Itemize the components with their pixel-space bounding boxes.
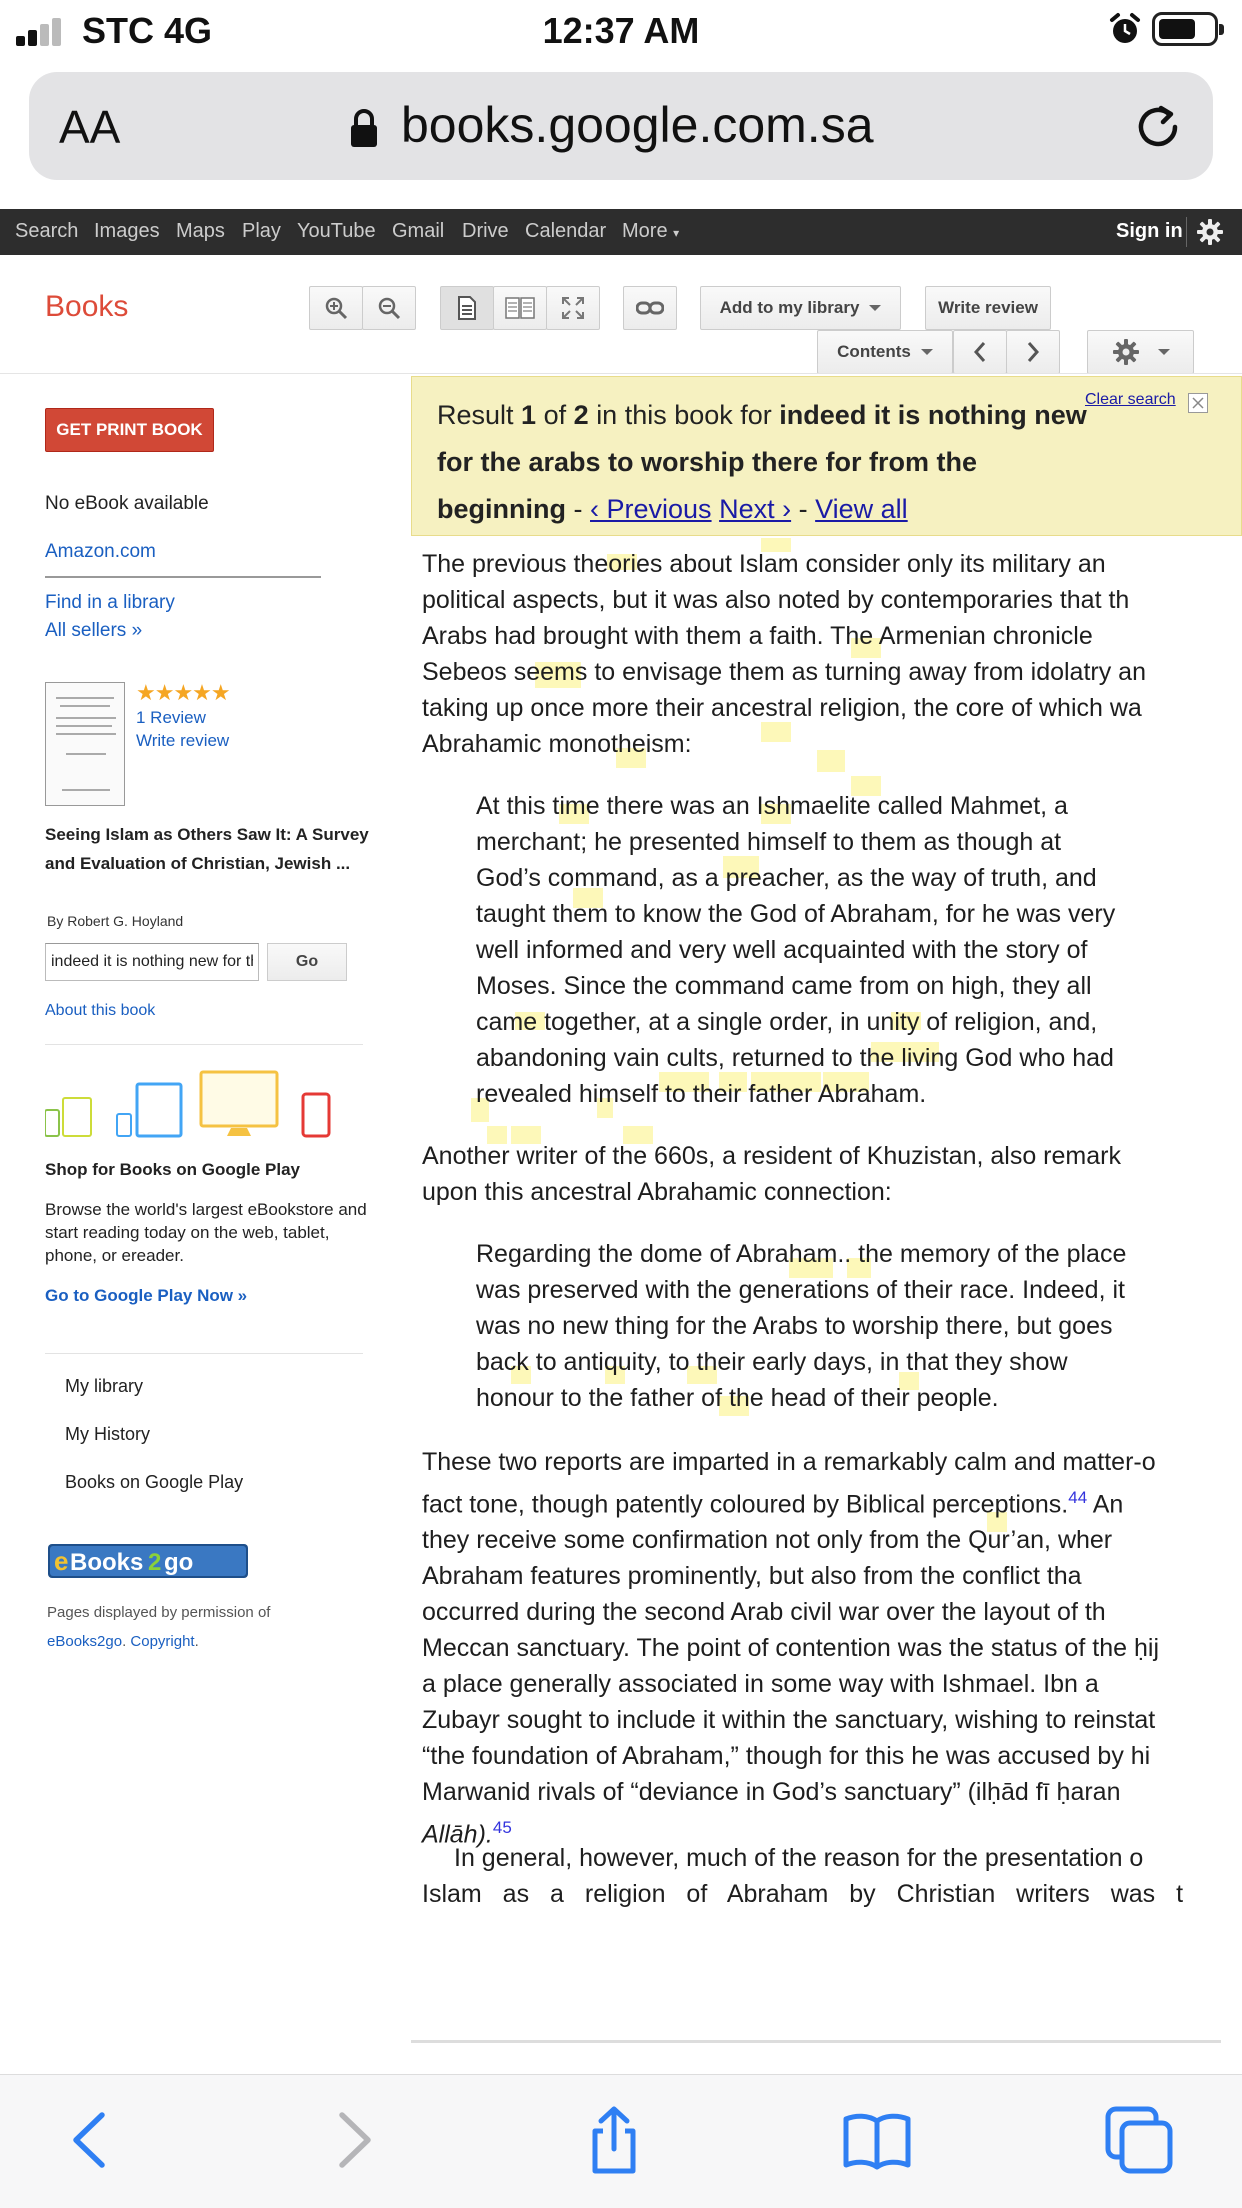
link-button[interactable] (623, 286, 677, 330)
text-line: Abraham features prominently, but also from the conflict tha (422, 1562, 1082, 1591)
gbar-gmail[interactable]: Gmail (392, 220, 445, 242)
view-settings-button[interactable] (1087, 330, 1194, 374)
text-line: “the foundation of Abraham,” though for this he was accused by hi (422, 1742, 1151, 1771)
status-bar (0, 0, 1242, 60)
text-line: Moses. Since the command came from on high, they all (476, 972, 1092, 1000)
text-line: honour to the father of the head of their people. (476, 1384, 999, 1412)
safari-toolbar (0, 2074, 1242, 2208)
book-paragraph (422, 1138, 1121, 1210)
text-line: well informed and very well acquainted with the story of (476, 936, 1088, 964)
close-icon (1189, 394, 1207, 412)
book-paragraph (422, 1840, 1183, 1912)
lock-icon (349, 108, 379, 148)
zoom-in-button[interactable] (309, 286, 363, 330)
two-page-view-button[interactable] (493, 286, 547, 330)
reviews-link[interactable]: 1 Review (136, 708, 206, 727)
text-line: back to antiquity, to their early days, in that they show (476, 1348, 1068, 1376)
address-bar[interactable] (29, 72, 1213, 180)
book-paragraph (422, 1444, 1159, 1853)
go-button[interactable]: Go (267, 943, 347, 981)
all-sellers-link[interactable]: All sellers » (45, 620, 143, 641)
book-cover-thumbnail[interactable] (45, 682, 125, 806)
url-text[interactable]: books.google.com.sa (401, 97, 874, 153)
reload-icon[interactable] (1131, 100, 1185, 154)
page-bottom-edge (411, 2040, 1221, 2043)
result-query: indeed it is nothing new for the arabs to worship there for from the beginning (437, 400, 1087, 524)
no-ebook-label: No eBook available (45, 493, 209, 514)
zoom-out-button[interactable] (362, 286, 416, 330)
copyright-link[interactable]: Copyright (130, 1633, 195, 1650)
chevron-down-icon (869, 305, 881, 311)
chevron-left-icon (973, 341, 987, 363)
gbar-search[interactable]: Search (15, 220, 79, 242)
zoom-out-icon (377, 296, 401, 320)
footnote-44-link[interactable]: 44 (1068, 1488, 1088, 1507)
more-caret-icon: ▾ (673, 226, 680, 240)
previous-page-button[interactable] (953, 330, 1007, 374)
share-icon[interactable] (579, 2105, 649, 2175)
battery-icon (1152, 12, 1218, 46)
text-line: These two reports are imparted in a remarkably calm and matter-o (422, 1448, 1156, 1476)
search-in-book-input[interactable] (45, 943, 259, 981)
add-to-library-label: Add to my library (719, 298, 860, 317)
text-line: Islam as a religion of Abraham by Christian writers was t (422, 1880, 1184, 1908)
text-line: Zubayr sought to include it within the sanctuary, wishing to reinstat (422, 1706, 1156, 1735)
result-summary (437, 392, 1097, 533)
text-line: a place generally associated in some way with Ishmael. Ibn a (422, 1670, 1099, 1699)
next-page-button[interactable] (1006, 330, 1060, 374)
text-line: was no new thing for the Arabs to worship there, but goes (476, 1312, 1113, 1340)
books-on-google-play-link[interactable]: Books on Google Play (65, 1472, 244, 1492)
gbar-maps[interactable]: Maps (176, 220, 225, 242)
text-fragment: An (1087, 1490, 1124, 1519)
sidebar-rule (45, 576, 321, 578)
my-library-link[interactable]: My library (65, 1376, 144, 1396)
zoom-in-icon (324, 296, 348, 320)
back-icon[interactable] (56, 2105, 126, 2175)
text-line (422, 1480, 1159, 1522)
text-fragment: Allāh). (422, 1820, 493, 1849)
book-paragraph (422, 546, 1242, 762)
shop-description: Browse the world's largest eBookstore and start reading today on the web, tablet, phone, or ereader. (45, 1200, 367, 1265)
result-in-book: in this book for (596, 400, 772, 430)
write-review-link[interactable]: Write review (136, 731, 230, 750)
text-line: merchant; he presented himself to them as though at (476, 828, 1062, 856)
text-line: Arabs had brought with them a faith. The Armenian chronicle (422, 622, 1093, 650)
text-line: Marwanid rivals of “deviance in God’s sanctuary” (ilḥād fī ḥaran (422, 1778, 1121, 1807)
settings-gear-icon[interactable] (1196, 218, 1224, 246)
gbar-divider (1186, 217, 1187, 247)
sign-in-link[interactable]: Sign in (1116, 220, 1183, 242)
sidebar-divider (45, 1044, 363, 1045)
result-current: 1 (521, 400, 537, 430)
text-line: God’s command, as a preacher, as the way of truth, and (476, 864, 1097, 892)
chevron-down-icon (1158, 349, 1170, 355)
fullscreen-icon (561, 296, 585, 320)
text-line: The previous theories about Islam consider only its military an (422, 550, 1106, 578)
gbar-more-label: More (622, 220, 668, 242)
text-line: Abrahamic monotheism: (422, 730, 692, 758)
svg-text:2: 2 (148, 1549, 162, 1576)
chevron-down-icon (921, 349, 933, 355)
result-dash: - (573, 494, 583, 524)
add-to-library-button[interactable] (700, 286, 901, 330)
google-bar (0, 209, 1242, 255)
svg-text:Books: Books (70, 1549, 144, 1576)
text-fragment: fact tone, though patently coloured by Biblical perceptions. (422, 1490, 1069, 1519)
gbar-youtube[interactable]: YouTube (297, 220, 376, 242)
text-line: taking up once more their ancestral religion, the core of which wa (422, 694, 1142, 722)
rating-stars: ★★★★★ (136, 680, 230, 705)
amazon-link[interactable]: Amazon.com (45, 541, 156, 562)
book-block-quote (476, 1236, 1126, 1416)
text-line: In general, however, much of the reason for the presentation o (454, 1844, 1144, 1872)
two-page-icon (505, 297, 535, 319)
gear-icon (1112, 338, 1140, 366)
book-block-quote (476, 788, 1115, 1112)
publisher-link[interactable]: eBooks2go (47, 1633, 123, 1650)
about-this-book-link[interactable]: About this book (45, 1002, 156, 1019)
result-of: of (543, 400, 567, 430)
text-line: Another writer of the 660s, a resident of Khuzistan, also remark (422, 1142, 1121, 1170)
book-page (411, 538, 1242, 2042)
alarm-icon (1108, 12, 1142, 46)
pages-displayed-text: Pages displayed by permission of (47, 1604, 271, 1621)
text-line: was preserved with the generations of their race. Indeed, it (476, 1276, 1125, 1304)
gbar-more[interactable] (622, 220, 679, 243)
text-line: At this time there was an Ishmaelite called Mahmet, a (476, 792, 1068, 820)
go-to-google-play-link[interactable]: Go to Google Play Now » (45, 1286, 248, 1305)
text-line: taught them to know the God of Abraham, for he was very (476, 900, 1116, 928)
text-line: came together, at a single order, in unity of religion, and, (476, 1008, 1098, 1036)
result-total: 2 (573, 400, 589, 430)
gbar-play[interactable]: Play (242, 220, 281, 242)
text-line: abandoning vain cults, returned to the living God who had (476, 1044, 1114, 1072)
text-line: Sebeos seems to envisage them as turning away from idolatry an (422, 658, 1146, 686)
find-in-library-link[interactable]: Find in a library (45, 592, 175, 613)
text-line: upon this ancestral Abrahamic connection: (422, 1178, 892, 1206)
text-line: Meccan sanctuary. The point of contention was the status of the ḥij (422, 1634, 1159, 1663)
svg-text:go: go (164, 1549, 194, 1576)
single-page-icon (457, 296, 477, 320)
toolbar-divider (0, 373, 1242, 374)
svg-text:e: e (54, 1546, 69, 1576)
forward-icon[interactable] (318, 2105, 388, 2175)
permission-note: Pages displayed by permission of eBooks2go. Copyright. (47, 1604, 271, 1650)
gbar-drive[interactable]: Drive (462, 220, 509, 242)
carrier-label: STC 4G (82, 10, 213, 51)
text-line: Regarding the dome of Abraham.. the memory of the place (476, 1240, 1127, 1268)
chevron-right-icon (1026, 341, 1040, 363)
bookmarks-icon[interactable] (842, 2105, 912, 2175)
status-time: 12:37 AM (542, 10, 700, 51)
close-banner-button[interactable] (1188, 393, 1208, 413)
books-logo[interactable]: Books (45, 290, 129, 323)
shop-title: Shop for Books on Google Play (45, 1160, 301, 1179)
tabs-icon[interactable] (1104, 2105, 1174, 2175)
view-all-link[interactable]: View all (815, 494, 908, 524)
text-line: occurred during the second Arab civil war over the layout of th (422, 1598, 1106, 1627)
devices-illustration-icon (45, 1070, 335, 1140)
text-size-button[interactable]: AA (59, 101, 121, 153)
gbar-images[interactable]: Images (94, 220, 160, 242)
book-author: By Robert G. Hoyland (47, 913, 184, 929)
text-line: political aspects, but it was also noted by contemporaries that th (422, 586, 1130, 614)
single-page-view-button[interactable] (440, 286, 494, 330)
search-result-banner (411, 376, 1242, 536)
text-line: revealed himself to their father Abraham. (476, 1080, 927, 1108)
result-dash: - (798, 494, 808, 524)
footnote-45-link[interactable]: 45 (492, 1818, 512, 1838)
link-icon (636, 300, 664, 316)
get-print-book-button[interactable]: GET PRINT BOOK (45, 408, 214, 452)
result-word: Result (437, 400, 514, 430)
contents-button[interactable] (817, 330, 953, 374)
clear-search-link[interactable]: Clear search (1085, 391, 1176, 408)
contents-label: Contents (837, 342, 911, 361)
sidebar-divider (45, 1353, 363, 1354)
book-title: Seeing Islam as Others Saw It: A Survey and Evaluation of Christian, Jewish ... (45, 825, 369, 873)
ebooks2go-logo[interactable] (48, 1538, 248, 1584)
next-result-link[interactable]: Next › (719, 494, 792, 524)
gbar-calendar[interactable]: Calendar (525, 220, 607, 242)
text-line: they receive some confirmation not only from the Qur’an, wher (422, 1526, 1113, 1555)
my-history-link[interactable]: My History (65, 1424, 150, 1444)
write-review-button[interactable]: Write review (925, 286, 1051, 330)
previous-result-link[interactable]: ‹ Previous (590, 494, 712, 524)
fullscreen-button[interactable] (546, 286, 600, 330)
